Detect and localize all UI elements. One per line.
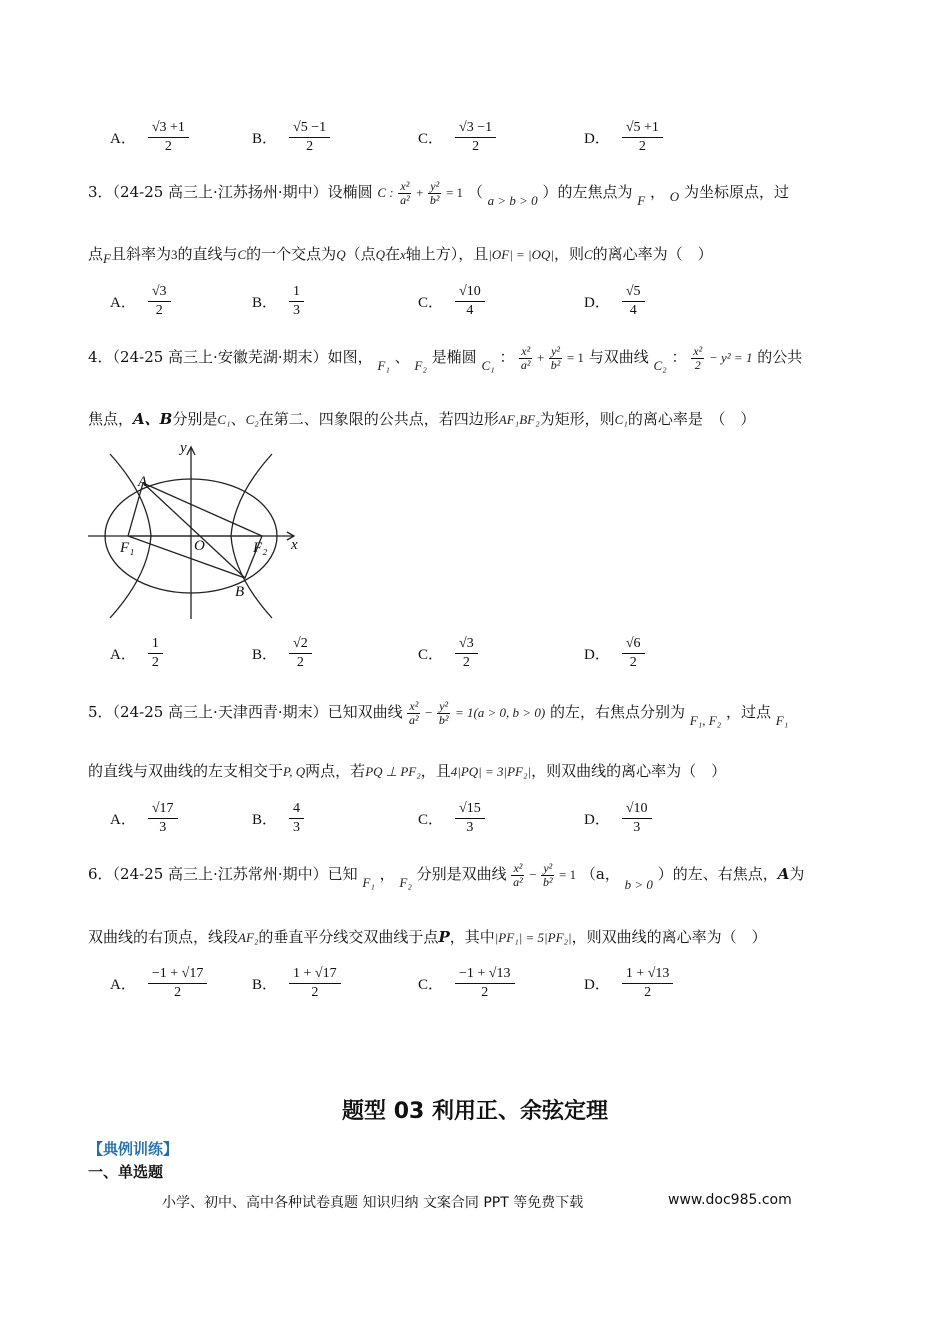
option-fraction: $\frac{√5 +1}{2}$	[622, 120, 663, 155]
fig-label-f2: F₂	[253, 540, 268, 556]
section-title: 题型 03 利用正、余弦定理	[342, 1099, 608, 1124]
q4-option-b[interactable]: B． $\frac{√2}{2}$	[252, 636, 312, 671]
q5-line-1: 5．（24-25 高三上·天津西青·期末）已知双曲线 $\frac{\text{x²}}{\text{a²}}$ − $\frac{\text{y²}}{\text{b²}}$ = 1(a > 0, b > 0) 的左，右焦点分别为 F₁, F₂ ，过点 F₁	[88, 699, 789, 729]
q2-option-d[interactable]	[584, 120, 663, 155]
q6-option-d[interactable]: D． $\frac{1 + √13}{2}$	[584, 966, 673, 1001]
q5-option-b[interactable]: B． $\frac{4}{3}$	[252, 801, 304, 836]
q2-option-a[interactable]	[110, 120, 189, 155]
q3-option-d[interactable]: D． $\frac{√5}{4}$	[584, 284, 645, 319]
option-label: C．	[418, 131, 444, 148]
q5-option-d[interactable]: D． $\frac{√10}{3}$	[584, 801, 652, 836]
q6-option-a[interactable]: A． $\frac{-1 + √17}{2}$	[110, 966, 207, 1001]
q4-option-c[interactable]: C． $\frac{√3}{2}$	[418, 636, 478, 671]
q2-option-c[interactable]	[418, 120, 496, 155]
q4-option-d[interactable]: D． $\frac{√6}{2}$	[584, 636, 645, 671]
q3-option-b[interactable]: B． $\frac{1}{3}$	[252, 284, 304, 319]
fig-label-x: x	[291, 537, 298, 553]
fig-label-b: B	[235, 584, 245, 600]
ellipse-hyperbola-figure	[88, 436, 313, 621]
q6-option-c[interactable]: C． $\frac{-1 + √13}{2}$	[418, 966, 515, 1001]
footer-site-link[interactable]: www.doc985.com	[668, 1192, 792, 1208]
q3-line-2: 点F且斜率为3的直线与C的一个交点为Q（点Q在x轴上方），且|OF| = |OQ|，则C的离心率为（ ）	[88, 245, 713, 266]
q5-line-2: 的直线与双曲线的左支相交于P, Q两点，若PQ ⊥ PF₂，且4|PQ| = 3|PF₂|，则双曲线的离心率为（ ）	[88, 762, 727, 780]
q3-line-1: 3．（24-25 高三上·江苏扬州·期中）设椭圆 C : $\frac{\text{x²}}{\text{a²}}$ + $\frac{\text{y²}}{\text{b²}}$ = 1 （ a > b > 0 ）的左焦点为 F ， O 为坐标原点，过	[88, 179, 789, 209]
option-label: B．	[252, 131, 278, 148]
q4-option-a[interactable]: A． $\frac{1}{2}$	[110, 636, 163, 671]
fig-label-a: A	[138, 474, 148, 490]
q4-line-2: 焦点，A、B分别是C₁、C₂在第二、四象限的公共点，若四边形AF₁BF₂为矩形，则C₁的离心率是 （ ）	[88, 410, 756, 428]
fig-label-o: O	[194, 538, 205, 554]
option-fraction: $\frac{√3 -1}{2}$	[455, 120, 496, 155]
q6-line-2: 双曲线的右顶点，线段AF₂的垂直平分线交双曲线于点P，其中|PF₁| = 5|PF₂|，则双曲线的离心率为（ ）	[88, 928, 767, 946]
q6-option-b[interactable]: B． $\frac{1 + √17}{2}$	[252, 966, 341, 1001]
option-fraction: $\frac{√3 +1}{2}$	[148, 120, 189, 155]
q6-line-1: 6．（24-25 高三上·江苏常州·期中）已知 F₁ ， F₂ 分别是双曲线 $\frac{\text{x²}}{\text{a²}}$ − $\frac{\text{y²}}{\text{b²}}$ = 1 （a， b > 0 ）的左、右焦点，A为	[88, 861, 805, 893]
q4-line-1: 4．（24-25 高三上·安徽芜湖·期末）如图， F₁ 、 F₂ 是椭圆 C₁ ： $\frac{\text{x²}}{\text{a²}}$ + $\frac{\text{y²}}{\text{b²}}$ = 1 与双曲线 C₂ ： $\frac{\text{x²}}{2}$ − y² = 1 的公共	[88, 344, 803, 374]
subsection-heading: 一、单选题	[88, 1163, 164, 1181]
option-label: A．	[110, 131, 136, 148]
fig-label-f1: F₁	[120, 540, 135, 556]
q5-option-a[interactable]: A． $\frac{√17}{3}$	[110, 801, 178, 836]
option-label: D．	[584, 131, 610, 148]
q5-option-c[interactable]: C． $\frac{√15}{3}$	[418, 801, 485, 836]
q3-option-c[interactable]: C． $\frac{√10}{4}$	[418, 284, 485, 319]
fig-label-y: y	[180, 440, 187, 456]
example-training-tag: 【典例训练】	[88, 1140, 179, 1158]
option-fraction: $\frac{√5 -1}{2}$	[289, 120, 330, 155]
q3-option-a[interactable]: A． $\frac{√3}{2}$	[110, 284, 171, 319]
q2-option-b[interactable]	[252, 120, 330, 155]
diagonal-ab	[143, 483, 245, 578]
footer-text: 小学、初中、高中各种试卷真题 知识归纳 文案合同 PPT 等免费下载	[162, 1195, 584, 1211]
